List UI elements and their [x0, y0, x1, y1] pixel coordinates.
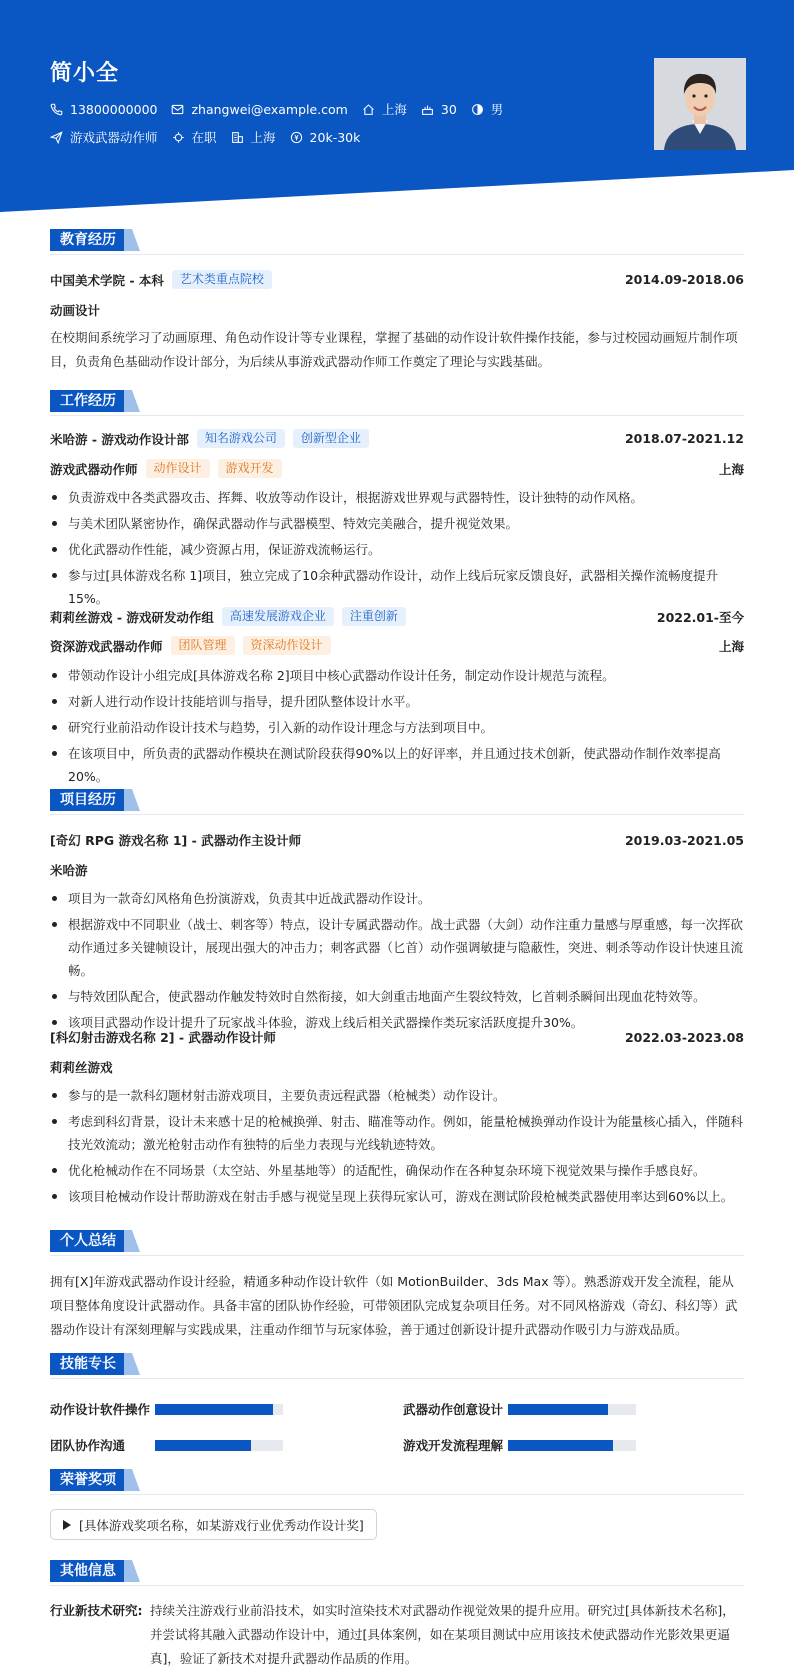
company-tag: 高速发展游戏企业	[222, 607, 334, 626]
list-item: 负责游戏中各类武器攻击、挥舞、收放等动作设计，根据游戏世界观与武器特性，设计独特的动作风格。	[50, 486, 744, 509]
contact-row	[50, 100, 517, 118]
work-2-role	[50, 636, 744, 655]
project-title: [奇幻 RPG 游戏名称 1] - 武器动作主设计师	[50, 833, 302, 848]
avatar	[654, 58, 746, 150]
skill-item	[50, 1400, 283, 1418]
status-text: 在职	[191, 130, 217, 145]
section-tail-decoration	[124, 1469, 142, 1491]
section-divider	[50, 1255, 744, 1256]
other-info-row	[50, 1599, 744, 1671]
list-item: 对新人进行动作设计技能培训与指导，提升团队整体设计水平。	[50, 690, 744, 713]
section-divider	[50, 814, 744, 815]
age-info	[421, 102, 457, 117]
work-period: 2022.01-至今	[656, 609, 744, 625]
role-tag: 团队管理	[171, 636, 235, 655]
skill-name: 游戏开发流程理解	[403, 1438, 504, 1453]
phone-icon	[50, 103, 63, 116]
section-tail-decoration	[124, 789, 142, 811]
section-education	[50, 229, 744, 253]
section-tail-decoration	[124, 229, 142, 251]
skill-item	[50, 1436, 283, 1454]
email-info	[171, 102, 347, 117]
job-row	[50, 128, 374, 146]
salary-text: 20k-30k	[309, 129, 361, 145]
other-info-value: 持续关注游戏行业前沿技术，如实时渲染技术对武器动作视觉效果的提升应用。研究过[具体新技术名称]，并尝试将其融入武器动作设计中，通过[具体案例，如在某项目测试中应用该技术使武器动作光影效果更逼真]，验证了新技术对提升武器动作品质的作用。	[150, 1603, 735, 1666]
section-divider	[50, 415, 744, 416]
caret-right-icon	[63, 1520, 71, 1530]
work-2-header	[50, 607, 744, 626]
work-1-header	[50, 429, 744, 448]
target-city-info	[231, 128, 276, 146]
education-description: 在校期间系统学习了动画原理、角色动作设计等专业课程，掌握了基础的动作设计软件操作技能，参与过校园动画短片制作项目，负责角色基础动作设计部分，为后续从事游戏武器动作师工作奠定了理论与实践基础。	[50, 330, 738, 369]
cake-icon	[421, 103, 434, 116]
project-period: 2019.03-2021.05	[624, 832, 744, 848]
project-2-bullets	[50, 1084, 744, 1211]
role-tag: 动作设计	[146, 459, 210, 478]
honor-item[interactable]	[50, 1509, 377, 1540]
education-header	[50, 270, 744, 289]
project-period: 2022.03-2023.08	[624, 1029, 744, 1045]
work-1-role	[50, 459, 744, 478]
section-tail-decoration	[124, 390, 142, 412]
skill-bar	[508, 1440, 636, 1451]
status-info	[172, 128, 217, 146]
skill-bar-fill	[155, 1440, 251, 1451]
school-name: 中国美术学院 - 本科	[50, 272, 164, 288]
list-item: 该项目枪械动作设计帮助游戏在射击手感与视觉呈现上获得玩家认可，游戏在测试阶段枪械类武器使用率达到60%以上。	[50, 1185, 744, 1208]
section-divider	[50, 1585, 744, 1586]
target-job-text: 游戏武器动作师	[70, 130, 158, 145]
gender-info	[471, 100, 504, 118]
phone-text: 13800000000	[70, 101, 158, 117]
target-job-info	[50, 128, 158, 146]
work-2-bullets	[50, 664, 744, 791]
work-1-bullets	[50, 486, 744, 613]
section-summary	[50, 1230, 744, 1254]
skill-bar-fill	[155, 1404, 273, 1415]
company-name: 米哈游 - 游戏动作设计部	[50, 431, 189, 447]
school-tag: 艺术类重点院校	[172, 270, 272, 289]
section-tail-decoration	[124, 1230, 142, 1252]
section-tail-decoration	[124, 1560, 142, 1582]
mail-icon	[171, 103, 184, 116]
section-title: 工作经历	[50, 390, 126, 412]
list-item: 该项目武器动作设计提升了玩家战斗体验，游戏上线后相关武器操作类玩家活跃度提升30%。	[50, 1011, 744, 1034]
section-title: 项目经历	[50, 789, 126, 811]
education-period: 2014.09-2018.06	[624, 272, 744, 287]
job-role: 资深游戏武器动作师	[50, 638, 163, 654]
section-tail-decoration	[124, 1353, 142, 1375]
city-text: 上海	[381, 102, 407, 117]
skill-name: 动作设计软件操作	[50, 1402, 151, 1417]
skill-bar	[155, 1440, 283, 1451]
section-divider	[50, 1494, 744, 1495]
list-item: 参与过[具体游戏名称 1]项目，独立完成了10余种武器动作设计，动作上线后玩家反馈良好，武器相关操作流畅度提升15%。	[50, 564, 744, 610]
building-icon	[231, 131, 244, 144]
section-title: 荣誉奖项	[50, 1469, 126, 1491]
education-major: 动画设计	[50, 303, 101, 318]
phone-info	[50, 102, 157, 117]
send-icon	[50, 131, 63, 144]
skill-bar-fill	[508, 1404, 608, 1415]
skill-bar-fill	[508, 1440, 613, 1451]
salary-icon	[290, 131, 303, 144]
skill-name: 武器动作创意设计	[403, 1402, 504, 1417]
skill-item	[403, 1400, 636, 1418]
list-item: 考虑到科幻背景，设计未来感十足的枪械换弹、射击、瞄准等动作。例如，能量枪械换弹动作设计为能量核心插入，伴随科技光效流动；激光枪射击动作有独特的后坐力表现与光线轨迹特效。	[50, 1110, 744, 1156]
skill-item	[403, 1436, 636, 1454]
company-tag: 创新型企业	[293, 429, 369, 448]
list-item: 研究行业前沿动作设计技术与趋势，引入新的动作设计理念与方法到项目中。	[50, 716, 744, 739]
list-item: 与美术团队紧密协作，确保武器动作与武器模型、特效完美融合，提升视觉效果。	[50, 512, 744, 535]
project-company: 米哈游	[50, 863, 88, 878]
role-tag: 资深动作设计	[243, 636, 331, 655]
list-item: 项目为一款奇幻风格角色扮演游戏，负责其中近战武器动作设计。	[50, 887, 744, 910]
status-icon	[172, 131, 185, 144]
project-2-header	[50, 1028, 744, 1046]
section-honors	[50, 1469, 744, 1493]
job-role: 游戏武器动作师	[50, 461, 138, 477]
company-tag: 知名游戏公司	[197, 429, 285, 448]
gender-icon	[471, 103, 484, 116]
role-tag: 游戏开发	[218, 459, 282, 478]
summary-text: 拥有[X]年游戏武器动作设计经验，精通多种动作设计软件（如 MotionBuilder、3ds Max 等）。熟悉游戏开发全流程，能从项目整体角度设计武器动作。具备丰富的团队协作经验，可带领团队完成复杂项目任务。对不同风格游戏（奇幻、科幻等）武器动作设计有深刻理解与实践成果，注重动作细节与玩家体验，善于通过创新设计提升武器动作吸引力与游戏品质。	[50, 1274, 738, 1337]
skill-bar	[155, 1404, 283, 1415]
list-item: 与特效团队配合，使武器动作触发特效时自然衔接，如大剑重击地面产生裂纹特效，匕首刺杀瞬间出现血花特效等。	[50, 985, 744, 1008]
section-work	[50, 390, 744, 414]
other-info-label: 行业新技术研究:	[50, 1603, 143, 1618]
section-other	[50, 1560, 744, 1584]
section-title: 技能专长	[50, 1353, 126, 1375]
list-item: 带领动作设计小组完成[具体游戏名称 2]项目中核心武器动作设计任务，制定动作设计规范与流程。	[50, 664, 744, 687]
work-location: 上海	[718, 638, 744, 654]
gender-text: 男	[490, 102, 504, 117]
avatar-portrait	[654, 58, 746, 150]
resume-header	[0, 0, 794, 212]
home-icon	[362, 103, 375, 116]
city-info	[362, 100, 407, 118]
email-text: zhangwei@example.com	[191, 101, 348, 117]
target-city-text: 上海	[250, 130, 276, 145]
section-title: 其他信息	[50, 1560, 126, 1582]
company-name: 莉莉丝游戏 - 游戏研发动作组	[50, 609, 214, 625]
work-period: 2018.07-2021.12	[624, 431, 744, 446]
skill-bar	[508, 1404, 636, 1415]
section-divider	[50, 1378, 744, 1379]
section-skills	[50, 1353, 744, 1377]
project-1-bullets	[50, 887, 744, 1037]
project-title: [科幻射击游戏名称 2] - 武器动作设计师	[50, 1030, 276, 1045]
project-1-header	[50, 831, 744, 849]
age-text: 30	[440, 101, 457, 117]
company-tag: 注重创新	[342, 607, 406, 626]
list-item: 在该项目中，所负责的武器动作模块在测试阶段获得90%以上的好评率，并且通过技术创新，使武器动作制作效率提高20%。	[50, 742, 744, 788]
list-item: 优化枪械动作在不同场景（太空站、外星基地等）的适配性，确保动作在各种复杂环境下视觉效果与操作手感良好。	[50, 1159, 744, 1182]
work-location: 上海	[718, 461, 744, 477]
section-title: 教育经历	[50, 229, 126, 251]
project-company: 莉莉丝游戏	[50, 1060, 113, 1075]
list-item: 根据游戏中不同职业（战士、刺客等）特点，设计专属武器动作。战士武器（大剑）动作注重力量感与厚重感，每一次挥砍动作通过多关键帧设计，展现出强大的冲击力；刺客武器（匕首）动作强调敏捷与隐蔽性，突进、刺杀等动作设计快速且流畅。	[50, 913, 744, 982]
skill-name: 团队协作沟通	[50, 1438, 126, 1453]
salary-info	[290, 130, 361, 145]
section-projects	[50, 789, 744, 813]
list-item: 参与的是一款科幻题材射击游戏项目，主要负责远程武器（枪械类）动作设计。	[50, 1084, 744, 1107]
honor-text: [具体游戏奖项名称，如某游戏行业优秀动作设计奖]	[79, 1517, 364, 1533]
candidate-name: 简小全	[50, 61, 120, 86]
list-item: 优化武器动作性能，减少资源占用，保证游戏流畅运行。	[50, 538, 744, 561]
section-title: 个人总结	[50, 1230, 126, 1252]
section-divider	[50, 254, 744, 255]
